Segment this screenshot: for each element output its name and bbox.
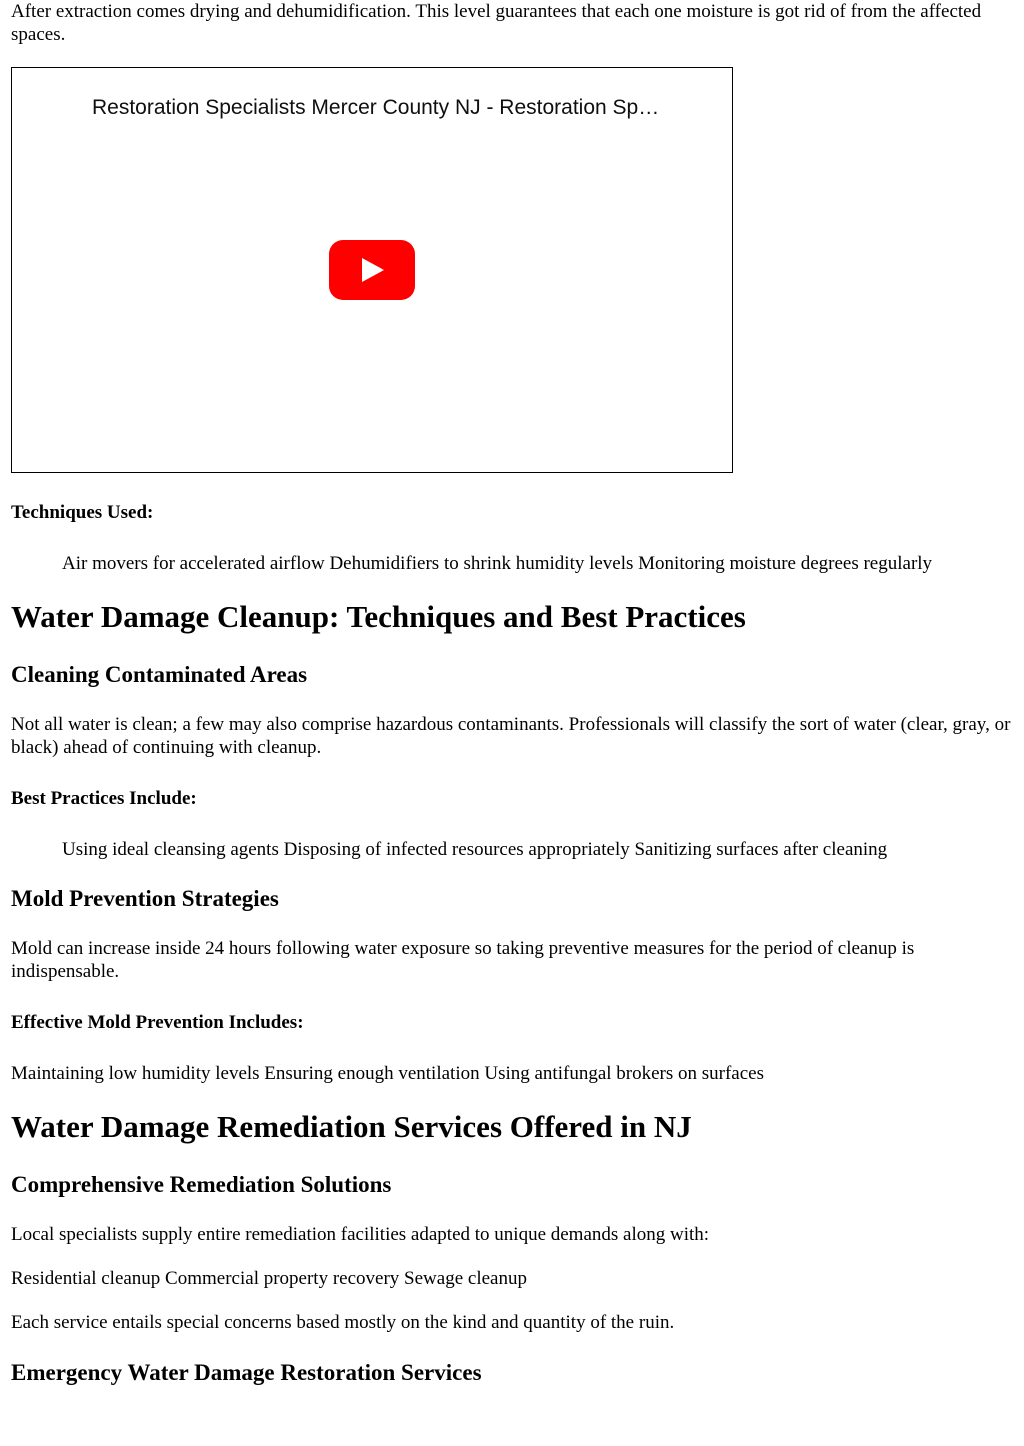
cleanup-heading: Water Damage Cleanup: Techniques and Best Practices	[11, 599, 746, 634]
play-triangle-icon	[362, 258, 384, 282]
best-practices-list: Using ideal cleansing agents Disposing of infected resources appropriately Sanitizing surfaces after cleaning	[62, 839, 888, 860]
mold-paragraph: Mold can increase inside 24 hours following water exposure so taking preventive measures for the period of cleanup is indispensable.	[11, 938, 915, 982]
services-closing-paragraph: Each service entails special concerns based mostly on the kind and quantity of the ruin.	[11, 1312, 675, 1333]
remediation-heading: Water Damage Remediation Services Offered in NJ	[11, 1109, 692, 1144]
comprehensive-paragraph: Local specialists supply entire remediation facilities adapted to unique demands along with:	[11, 1224, 710, 1245]
techniques-list: Air movers for accelerated airflow Dehumidifiers to shrink humidity levels Monitoring moisture degrees regularly	[62, 553, 933, 574]
mold-prevention-list: Maintaining low humidity levels Ensuring enough ventilation Using antifungal brokers on surfaces	[11, 1063, 765, 1084]
services-list: Residential cleanup Commercial property recovery Sewage cleanup	[11, 1268, 527, 1289]
video-title[interactable]: Restoration Specialists Mercer County NJ - Restoration Sp…	[92, 96, 660, 119]
mold-heading: Mold Prevention Strategies	[11, 886, 279, 911]
intro-paragraph: After extraction comes drying and dehumidification. This level guarantees that each one moisture is got rid of from the affected spaces.	[11, 1, 982, 45]
best-practices-label: Best Practices Include:	[11, 788, 197, 809]
emergency-heading: Emergency Water Damage Restoration Services	[11, 1360, 482, 1385]
video-embed[interactable]	[11, 67, 733, 473]
techniques-label: Techniques Used:	[11, 502, 154, 523]
contaminated-heading: Cleaning Contaminated Areas	[11, 662, 308, 687]
mold-prevention-label: Effective Mold Prevention Includes:	[11, 1012, 304, 1033]
comprehensive-heading: Comprehensive Remediation Solutions	[11, 1172, 392, 1197]
contaminated-paragraph: Not all water is clean; a few may also comprise hazardous contaminants. Professionals will classify the sort of water (clear, gray, or black) ahead of continuing with cleanup.	[11, 714, 1011, 758]
youtube-play-icon[interactable]	[329, 240, 415, 300]
